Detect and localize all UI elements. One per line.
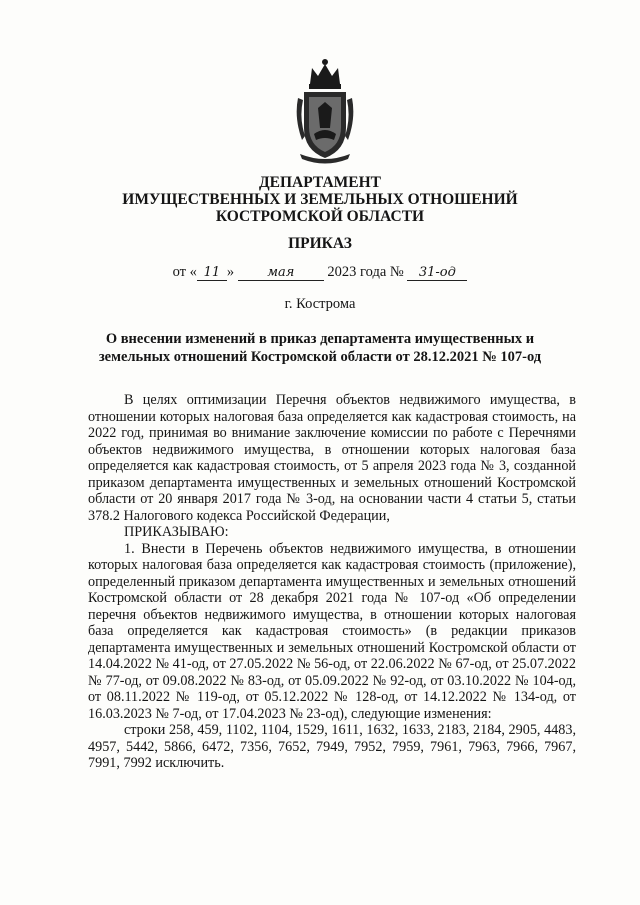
date-line <box>0 264 640 281</box>
paragraph-rows-excluded: строки 258, 459, 1102, 1104, 1529, 1611, 1632, 1633, 2183, 2184, 2905, 4483, 4957, 5442, 5866, 6472, 7356, 7652, 7949, 7952, 7959, 7961, 7963, 7966, 7967, 7991, 7992 исключить. <box>88 722 576 771</box>
paragraph-item-1: 1. Внести в Перечень объектов недвижимого имущества, в отношении которых налоговая база определяется как кадастровая стоимость (приложение), определенный приказом департамента имущественных и земельных отношений Костромской области от 28 декабря 2021 года № 107-од «Об определении перечня объектов недвижимого имущества, в отношении которых налоговая база определяется как кадастровая стоимость» (в редакции приказов департамента имущественных и земельных отношений Костромской области от 14.04.2022 № 41-од, от 27.05.2022 № 56-од, от 22.06.2022 № 67-од, от 25.07.2022 № 77-од, от 09.08.2022 № 83-од, от 05.09.2022 № 92-од, от 03.10.2022 № 104-од, от 08.11.2022 № 119-од, от 05.12.2022 № 128-од, от 14.12.2022 № 134-од, от 16.03.2023 № 7-од, от 17.04.2023 № 23-од), следующие изменения: <box>88 540 576 722</box>
department-line-2: ИМУЩЕСТВЕННЫХ И ЗЕМЕЛЬНЫХ ОТНОШЕНИЙ <box>122 191 518 208</box>
date-mid: » <box>226 264 235 280</box>
coat-of-arms-icon <box>290 58 360 168</box>
city: г. Кострома <box>284 296 356 312</box>
date-prefix: от « <box>172 264 197 280</box>
paragraph-preamble: В целях оптимизации Перечня объектов недвижимого имущества, в отношении которых налоговая база определяется как кадастровая стоимость, на 2022 год, принимая во внимание заключение комиссии по работе с Перечнями объектов недвижимого имущества, в отношении которых налоговая база определяется как кадастровая стоимость, от 5 апреля 2023 года № 3, созданной приказом департамента имущественных и земельных отношений Костромской области от 20 января 2017 года № 3-од, на основании части 4 статьи 5, статьи 378.2 Налогового кодекса Российской Федерации, <box>88 392 576 524</box>
department-name <box>0 174 640 225</box>
department-line-1: ДЕПАРТАМЕНТ <box>258 174 382 191</box>
subject-line-2: земельных отношений Костромской области от 28.12.2021 № 107-од <box>98 349 542 365</box>
document-type: ПРИКАЗ <box>288 235 352 252</box>
document-body <box>88 392 576 772</box>
order-number: 31-од <box>407 266 467 281</box>
subject-title <box>90 330 550 366</box>
date-day: 11 <box>197 266 227 281</box>
subject-line-1: О внесении изменений в приказ департамента имущественных и <box>105 331 535 347</box>
date-year: 2023 года № <box>327 264 404 280</box>
date-month: мая <box>238 266 324 281</box>
command-word: ПРИКАЗЫВАЮ: <box>124 524 229 540</box>
department-line-3: КОСТРОМСКОЙ ОБЛАСТИ <box>215 208 425 225</box>
